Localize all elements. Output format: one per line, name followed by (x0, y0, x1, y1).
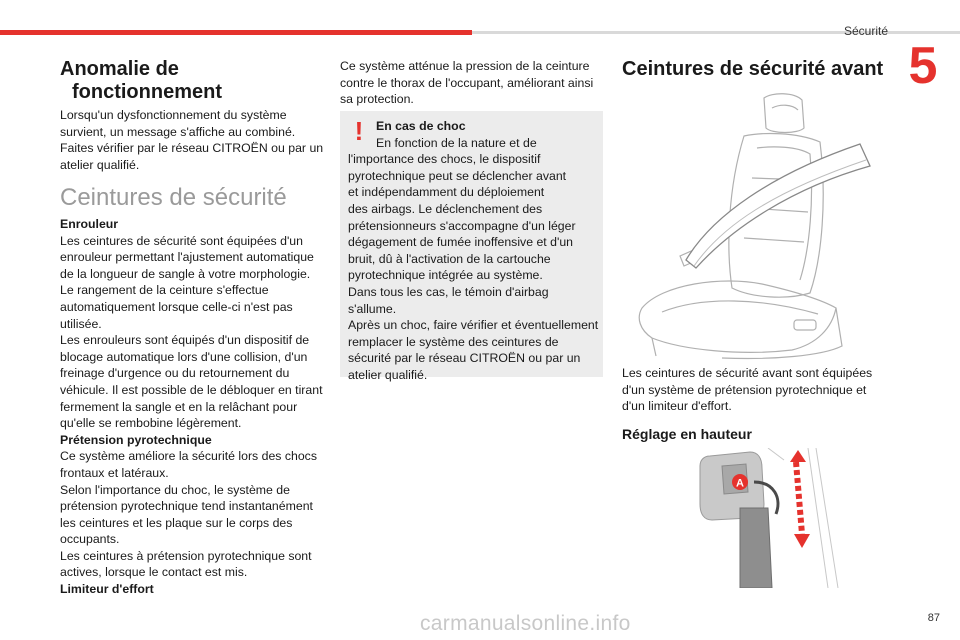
pretension-heading: Prétension pyrotechnique (60, 432, 212, 447)
text-line: blocage automatique lors d'une collision, d'un (60, 349, 308, 364)
anomaly-text (60, 107, 330, 173)
text-line: freinage d'urgence ou du retournement du (60, 366, 290, 381)
text-line: Lorsqu'un dysfonctionnement du système (60, 108, 287, 122)
chapter-number: 5 (908, 37, 938, 95)
text-line: et indépendamment du déploiement (348, 185, 545, 200)
text-line: Ce système améliore la sécurité lors des chocs (60, 449, 317, 464)
text-line: sécurité par le réseau CITROËN ou par un (348, 351, 581, 366)
text-line: Les ceintures à prétension pyrotechnique sont (60, 548, 312, 563)
text-line: Ce système atténue la pression de la ceinture (340, 59, 590, 73)
reel-heading: Enrouleur (60, 217, 119, 231)
text-line: Selon l'importance du choc, le système de (60, 482, 290, 497)
limiter-heading: Limiteur d'effort (60, 582, 154, 597)
text-line: atelier qualifié. (60, 157, 140, 172)
text-line: Faites vérifier par le réseau CITROËN ou par un (60, 141, 324, 156)
text-line: bruit, dû à l'activation de la cartouche (348, 251, 551, 266)
text-line: actives, lorsque le contact est mis. (60, 565, 248, 580)
section-label: Sécurité (843, 24, 888, 38)
text-line: occupants. (60, 532, 120, 547)
text-line: les ceintures et les plaque sur le corps des (60, 515, 293, 530)
text-line: dégagement de fumée inoffensive et d'un (348, 235, 573, 250)
text-line: s'allume. (348, 301, 397, 316)
text-line: pyrotechnique peut se déclencher avant (348, 168, 567, 183)
text-line: sa protection. (340, 92, 414, 107)
callout-label: A (736, 477, 744, 490)
front-seatbelts-title: Ceintures de sécurité avant (622, 58, 884, 80)
text-line: véhicule. Il est possible de le débloquer en tirant (60, 382, 323, 397)
text-line: contre le thorax de l'occupant, améliorant ainsi (340, 75, 594, 90)
text-line: Dans tous les cas, le témoin d'airbag (348, 284, 549, 299)
anomaly-title-line2: fonctionnement (72, 81, 222, 103)
text-line: enrouleur permettant l'ajustement automatique (60, 250, 314, 265)
text-line: des airbags. Le déclenchement des (348, 201, 543, 216)
text-line: pyrotechnique intégrée au système. (348, 268, 543, 283)
text-line: prétension pyrotechnique tend instantanément (60, 499, 313, 514)
text-line: atelier qualifié. (348, 367, 428, 382)
text-line: remplacer le système des ceintures de (348, 334, 559, 349)
warning-title: En cas de choc (376, 119, 466, 133)
warning-icon: ! (354, 116, 364, 146)
text-line: Les ceintures de sécurité avant sont équipées (622, 366, 873, 380)
text-line: qu'elle se rembobine légèrement. (60, 416, 242, 431)
height-adjust-illustration (688, 448, 864, 588)
watermark: carmanualsonline.info (420, 612, 631, 635)
limiter-text (340, 58, 610, 108)
text-line: Les ceintures de sécurité sont équipées d'un (60, 233, 303, 248)
text-line: l'importance des chocs, le dispositif (348, 152, 541, 167)
text-line: Les enrouleurs sont équipés d'un dispositif de (60, 333, 310, 348)
warning-text (348, 118, 600, 384)
front-seatbelts-text (622, 365, 892, 415)
text-line: de la longueur de sangle à votre morphologie. (60, 266, 311, 281)
seatbelts-body (60, 216, 330, 598)
header-progress-bar (0, 30, 472, 35)
text-line: frontaux et latéraux. (60, 465, 169, 480)
warning-first-line: En fonction de la nature et de (376, 135, 537, 150)
text-line: Après un choc, faire vérifier et éventuellement (348, 318, 599, 333)
seat-illustration (622, 88, 872, 360)
text-line: d'un système de prétension pyrotechnique et (622, 382, 867, 397)
text-line: fermement la sangle et en la relâchant pour (60, 399, 298, 414)
seatbelts-title: Ceintures de sécurité (60, 184, 287, 211)
anomaly-title-line1: Anomalie de (60, 58, 179, 80)
height-adjust-heading: Réglage en hauteur (622, 426, 752, 442)
text-line: prétensionneurs s'accompagne d'un léger (348, 218, 576, 233)
text-line: utilisée. (60, 316, 102, 331)
anomaly-title (60, 58, 330, 104)
page-number: 87 (927, 612, 940, 624)
text-line: survient, un message s'affiche au combiné. (60, 124, 296, 139)
text-line: automatiquement lorsque celle-ci n'est pas (60, 299, 293, 314)
text-line: Le rangement de la ceinture s'effectue (60, 283, 269, 298)
text-line: d'un limiteur d'effort. (622, 399, 732, 414)
